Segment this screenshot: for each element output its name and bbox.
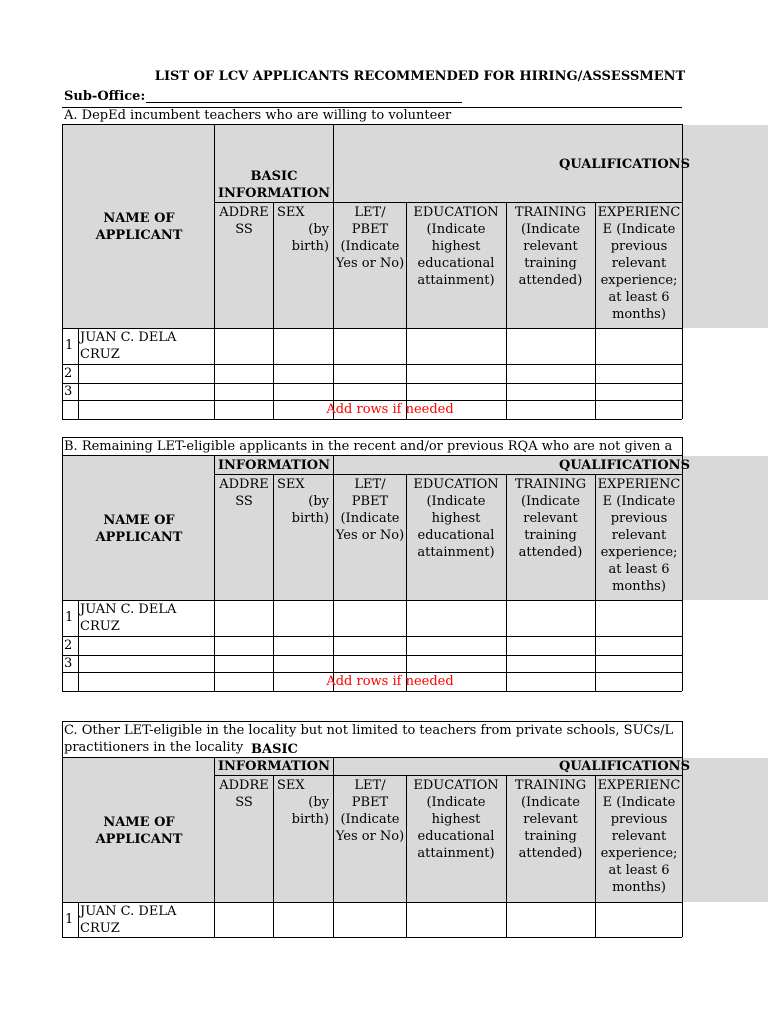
basic-information-header: BASIC INFORMATION — [217, 742, 331, 774]
qualifications-header: QUALIFICATIONS — [559, 157, 690, 172]
training-header: TRAINING (Indicate relevant training attended) — [514, 477, 587, 560]
experience-header: EXPERIENC E (Indicate previous relevant experience; at least 6 months) — [597, 477, 681, 594]
name-of-applicant-header: NAME OF APPLICANT — [95, 211, 183, 243]
education-header: EDUCATION (Indicate highest educational attainment) — [413, 477, 499, 560]
education-header: EDUCATION (Indicate highest educational attainment) — [413, 778, 499, 861]
sex-header: SEX (by birth) — [277, 477, 329, 526]
row-number: 3 — [64, 656, 73, 671]
row-number: 1 — [65, 912, 74, 927]
name-of-applicant-header: NAME OF APPLICANT — [95, 513, 183, 545]
section-c-label: C. Other LET-eligible in the locality but not limited to teachers from private schools, SUCs/L practitioners in the locality — [64, 723, 674, 755]
sex-header: SEX (by birth) — [277, 205, 329, 254]
page-title: LIST OF LCV APPLICANTS RECOMMENDED FOR HIRING/ASSESSMENT — [154, 69, 686, 84]
sub-office-label: Sub-Office: — [64, 89, 146, 104]
let-pbet-header: LET/ PBET (Indicate Yes or No) — [335, 477, 405, 543]
section-a-label: A. DepEd incumbent teachers who are willing to volunteer — [64, 108, 452, 123]
training-header: TRAINING (Indicate relevant training attended) — [514, 778, 587, 861]
basic-information-header: BASIC INFORMATION — [217, 169, 331, 201]
applicant-name[interactable]: JUAN C. DELA CRUZ — [80, 904, 177, 936]
qualifications-header: QUALIFICATIONS — [559, 458, 690, 473]
applicant-name[interactable]: JUAN C. DELA CRUZ — [80, 602, 177, 634]
row-number: 2 — [64, 366, 73, 381]
sex-header: SEX (by birth) — [277, 778, 329, 827]
qualifications-header: QUALIFICATIONS — [559, 759, 690, 774]
name-of-applicant-header: NAME OF APPLICANT — [95, 815, 183, 847]
let-pbet-header: LET/ PBET (Indicate Yes or No) — [335, 205, 405, 271]
sub-office-field[interactable] — [146, 102, 462, 103]
row-number: 1 — [65, 610, 74, 625]
add-rows-note: Add rows if needed — [326, 402, 454, 417]
training-header: TRAINING (Indicate relevant training attended) — [514, 205, 587, 288]
address-header: ADDRE SS — [219, 205, 269, 237]
add-rows-note: Add rows if needed — [326, 674, 454, 689]
basic-information-header: INFORMATION — [217, 458, 331, 473]
education-header: EDUCATION (Indicate highest educational attainment) — [413, 205, 499, 288]
row-number: 2 — [64, 638, 73, 653]
section-b-label: B. Remaining LET-eligible applicants in the recent and/or previous RQA who are not given a — [64, 439, 673, 454]
applicant-name[interactable]: JUAN C. DELA CRUZ — [80, 330, 177, 362]
experience-header: EXPERIENC E (Indicate previous relevant experience; at least 6 months) — [597, 778, 681, 895]
row-number: 3 — [64, 384, 73, 399]
let-pbet-header: LET/ PBET (Indicate Yes or No) — [335, 778, 405, 844]
address-header: ADDRE SS — [219, 778, 269, 810]
address-header: ADDRE SS — [219, 477, 269, 509]
row-number: 1 — [65, 338, 74, 353]
experience-header: EXPERIENC E (Indicate previous relevant experience; at least 6 months) — [597, 205, 681, 322]
